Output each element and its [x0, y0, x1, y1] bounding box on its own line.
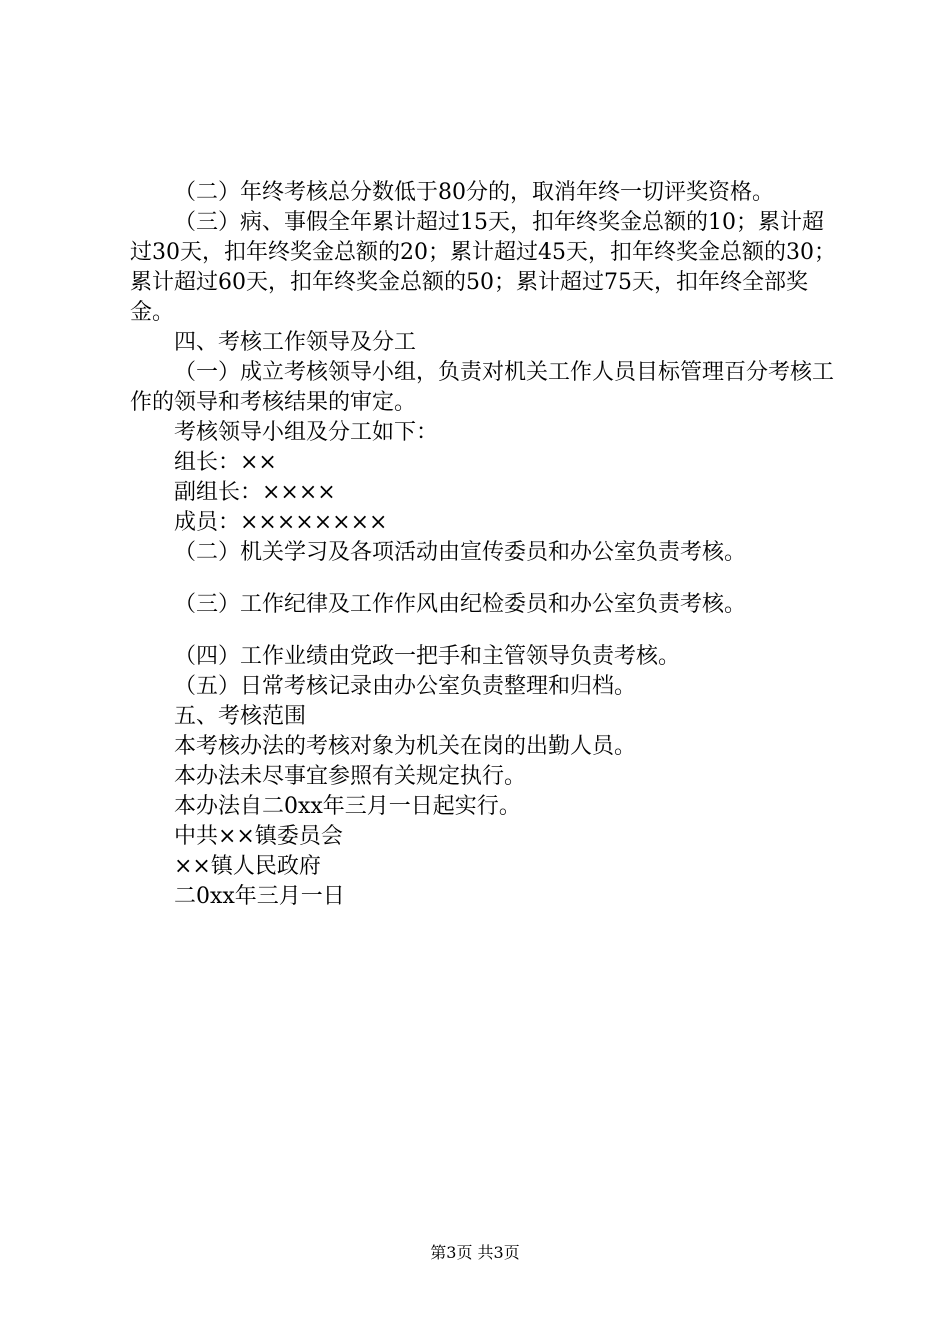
- section-heading-leadership: 四、考核工作领导及分工: [174, 330, 417, 355]
- paragraph-leave-deduction: （三）病、事假全年累计超过15天，扣年终奖金总额的10；累计超过30天，扣年终奖金总额的20；累计超过45天，扣年终奖金总额的30；累计超过60天，扣年终奖金总额的50；累计超过75天，扣年终全部奖金。: [130, 210, 836, 325]
- paragraph-effective-date: 本办法自二0xx年三月一日起实行。: [174, 794, 521, 819]
- paragraph-year-end-score: （二）年终考核总分数低于80分的，取消年终一切评奖资格。: [174, 180, 774, 205]
- paragraph-other-rules: 本办法未尽事宜参照有关规定执行。: [174, 764, 527, 789]
- paragraph-performance: （四）工作业绩由党政一把手和主管领导负责考核。: [174, 644, 681, 669]
- paragraph-group-division: 考核领导小组及分工如下：: [174, 420, 439, 445]
- paragraph-leading-group: （一）成立考核领导小组，负责对机关工作人员目标管理百分考核工作的领导和考核结果的审定。: [130, 360, 835, 415]
- blank-line: [130, 620, 842, 642]
- signature-party-committee: 中共××镇委员会: [174, 824, 343, 849]
- page-number-footer: 第3页 共3页: [430, 1243, 520, 1262]
- blank-line: [130, 568, 842, 590]
- document-body: [130, 178, 842, 912]
- paragraph-members: 成员：××××××××: [174, 510, 388, 535]
- paragraph-deputy-leader: 副组长：××××: [174, 480, 336, 505]
- paragraph-study-activities: （二）机关学习及各项活动由宣传委员和办公室负责考核。: [174, 540, 747, 565]
- paragraph-records: （五）日常考核记录由办公室负责整理和归档。: [174, 674, 637, 699]
- section-heading-scope: 五、考核范围: [174, 704, 307, 729]
- signature-government: ××镇人民政府: [174, 854, 321, 879]
- paragraph-discipline: （三）工作纪律及工作作风由纪检委员和办公室负责考核。: [174, 592, 747, 617]
- paragraph-scope-target: 本考核办法的考核对象为机关在岗的出勤人员。: [174, 734, 637, 759]
- signature-date: 二0xx年三月一日: [174, 884, 345, 909]
- paragraph-group-leader: 组长：××: [174, 450, 277, 475]
